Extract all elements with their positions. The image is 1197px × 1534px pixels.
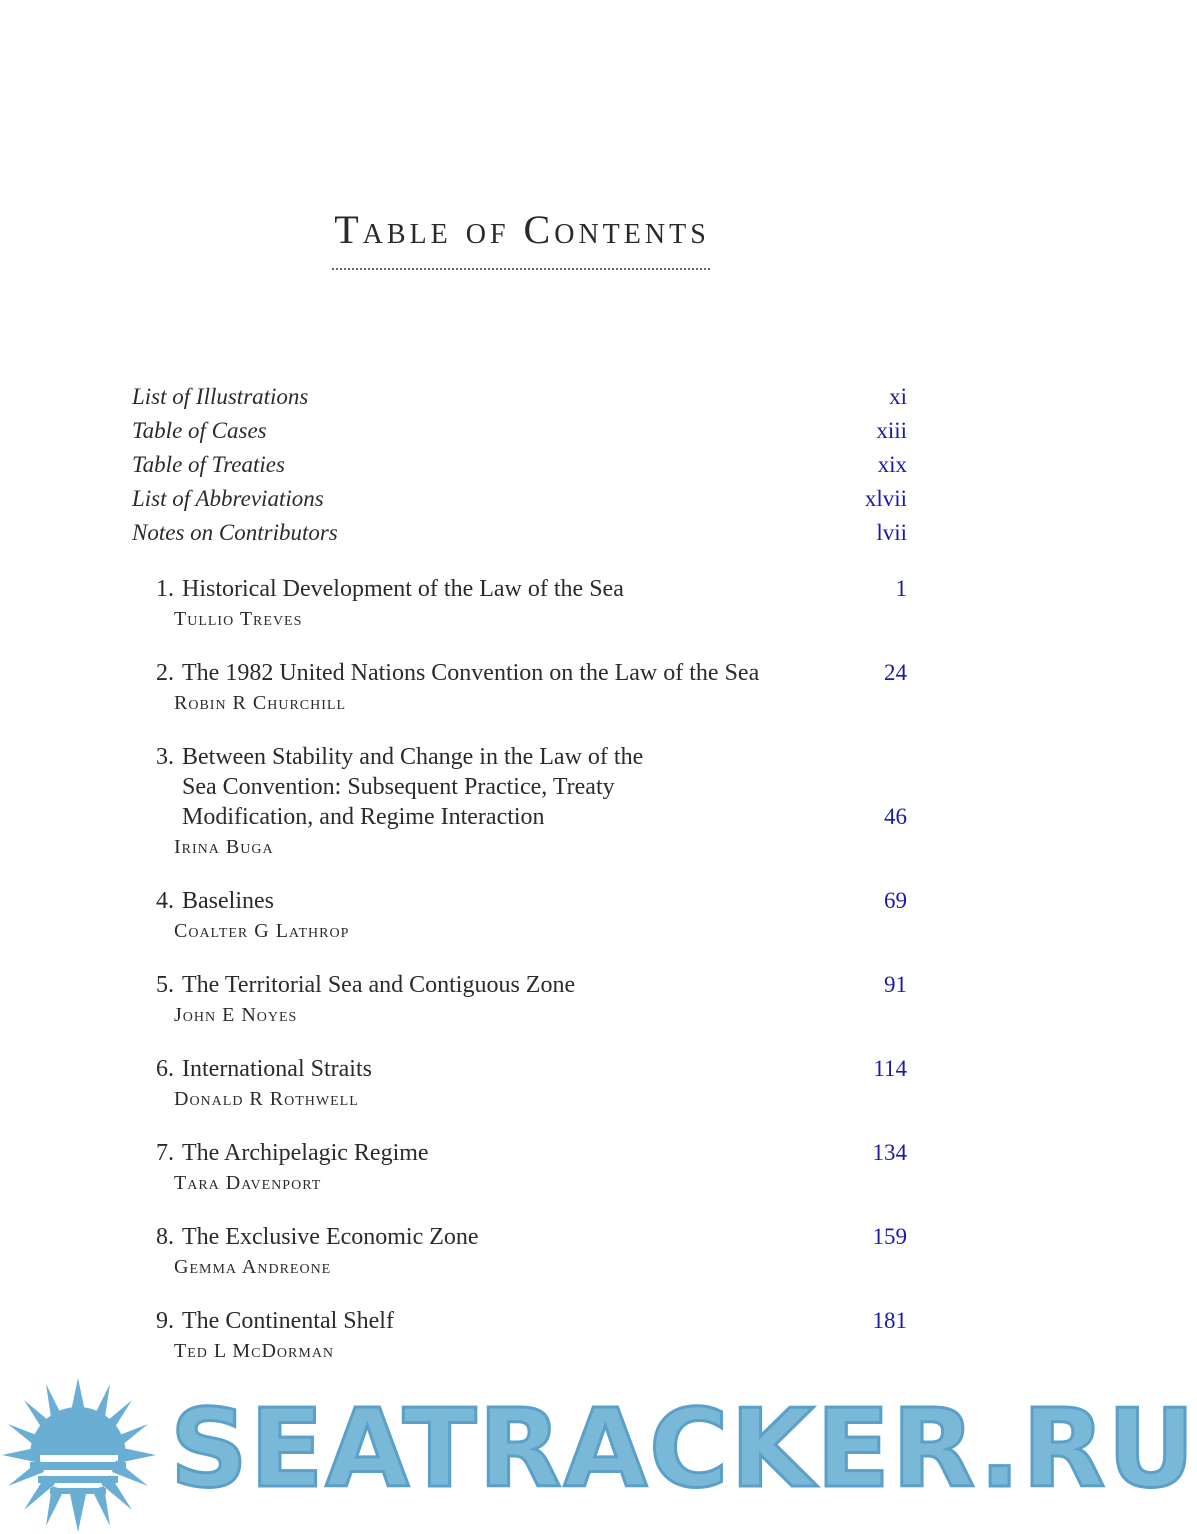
chapter-author: Ted L McDorman xyxy=(174,1340,335,1362)
chapter-author: Coalter G Lathrop xyxy=(174,920,350,942)
chapter-entry[interactable] xyxy=(132,658,907,718)
chapter-entry[interactable] xyxy=(132,574,907,634)
chapter-author: Gemma Andreone xyxy=(174,1256,332,1278)
chapter-page[interactable]: 1 xyxy=(895,576,907,601)
chapter-number: 6. xyxy=(156,1056,174,1082)
title-divider xyxy=(332,268,710,270)
front-matter-label: Table of Cases xyxy=(132,418,267,443)
front-matter-page[interactable]: xix xyxy=(877,452,907,477)
front-matter-page[interactable]: xiii xyxy=(876,418,907,443)
chapter-title: Between Stability and Change in the Law of the Sea Convention: Subsequent Practice, Treaty Modification, and Regime Interaction xyxy=(182,744,644,830)
chapter-entry[interactable] xyxy=(132,1138,907,1198)
chapter-entry[interactable] xyxy=(132,1222,907,1282)
chapter-title: The Territorial Sea and Contiguous Zone xyxy=(182,972,576,998)
chapter-number: 7. xyxy=(156,1140,174,1166)
chapter-entry[interactable] xyxy=(132,742,907,862)
front-matter-page[interactable]: xlvii xyxy=(864,486,907,511)
front-matter-label: List of Abbreviations xyxy=(132,486,324,511)
chapter-author: Tara Davenport xyxy=(174,1172,322,1194)
front-matter-item[interactable] xyxy=(132,380,907,414)
page-title: Table of Contents xyxy=(334,207,710,252)
chapter-title: International Straits xyxy=(182,1056,372,1082)
chapter-page[interactable]: 134 xyxy=(872,1140,907,1165)
watermark-text: SEATRACKER.RU xyxy=(170,1387,1197,1512)
front-matter-item[interactable] xyxy=(132,448,907,482)
chapter-page[interactable]: 69 xyxy=(884,888,907,913)
chapter-page[interactable]: 91 xyxy=(884,972,907,997)
chapter-title: Historical Development of the Law of the Sea xyxy=(182,576,624,602)
chapter-number: 8. xyxy=(156,1224,174,1250)
chapter-page[interactable]: 24 xyxy=(884,660,907,685)
front-matter-item[interactable] xyxy=(132,482,907,516)
sun-icon xyxy=(0,1376,160,1534)
chapter-title: The Continental Shelf xyxy=(182,1308,394,1334)
chapter-page[interactable]: 181 xyxy=(872,1308,907,1333)
chapter-entry[interactable] xyxy=(132,1054,907,1114)
chapter-entry[interactable] xyxy=(132,970,907,1030)
chapter-page[interactable]: 46 xyxy=(884,804,907,829)
chapter-title: Baselines xyxy=(182,888,274,914)
chapter-number: 3. xyxy=(156,744,174,770)
chapter-title: The Exclusive Economic Zone xyxy=(182,1224,479,1250)
chapter-list xyxy=(132,574,907,1390)
chapter-entry[interactable] xyxy=(132,1306,907,1366)
front-matter-item[interactable] xyxy=(132,516,907,550)
chapter-number: 4. xyxy=(156,888,174,914)
chapter-author: Tullio Treves xyxy=(174,608,303,630)
chapter-author: Irina Buga xyxy=(174,836,274,858)
chapter-number: 9. xyxy=(156,1308,174,1334)
chapter-number: 5. xyxy=(156,972,174,998)
chapter-title: The Archipelagic Regime xyxy=(182,1140,429,1166)
chapter-number: 1. xyxy=(156,576,174,602)
front-matter-page[interactable]: lvii xyxy=(876,520,907,545)
watermark xyxy=(0,1376,1197,1534)
chapter-number: 2. xyxy=(156,660,174,686)
chapter-page[interactable]: 159 xyxy=(872,1224,907,1249)
front-matter-page[interactable]: xi xyxy=(889,384,907,409)
front-matter-label: List of Illustrations xyxy=(132,384,309,409)
chapter-page[interactable]: 114 xyxy=(873,1056,907,1081)
front-matter-list xyxy=(132,380,907,550)
front-matter-item[interactable] xyxy=(132,414,907,448)
front-matter-label: Notes on Contributors xyxy=(132,520,338,545)
chapter-author: Robin R Churchill xyxy=(174,692,347,714)
chapter-entry[interactable] xyxy=(132,886,907,946)
chapter-author: John E Noyes xyxy=(174,1004,298,1026)
front-matter-label: Table of Treaties xyxy=(132,452,285,477)
chapter-author: Donald R Rothwell xyxy=(174,1088,359,1110)
chapter-title: The 1982 United Nations Convention on the Law of the Sea xyxy=(182,660,760,686)
